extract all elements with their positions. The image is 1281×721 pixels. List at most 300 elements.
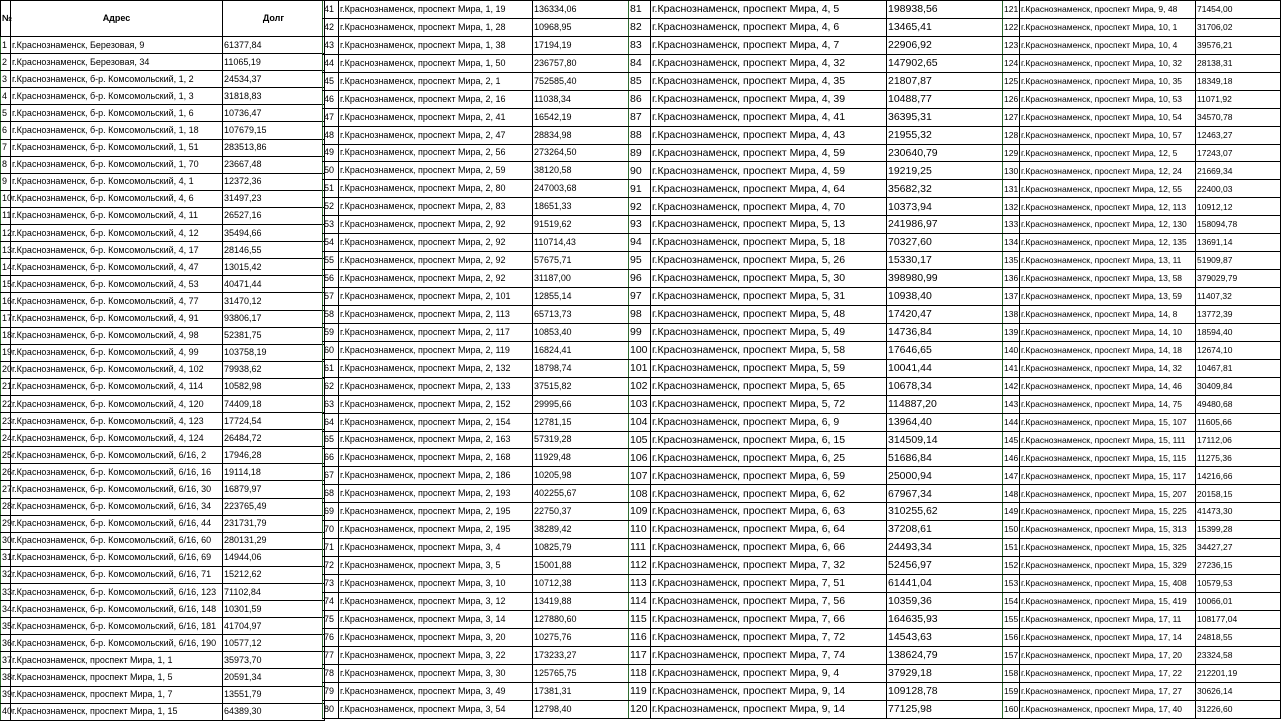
row-debt: 14944,06 — [223, 549, 325, 566]
row-debt: 12372,36 — [223, 173, 325, 190]
row-debt: 15399,28 — [1196, 521, 1281, 539]
table-row — [1003, 323, 1281, 341]
row-debt: 79938,62 — [223, 361, 325, 378]
table-row — [1, 566, 325, 583]
row-debt: 13465,41 — [887, 18, 1003, 36]
row-debt: 65713,73 — [533, 305, 629, 323]
row-address: г.Краснознаменск, б-р. Комсомольский, 1, 2 — [11, 71, 223, 88]
row-debt: 280131,29 — [223, 532, 325, 549]
table-row — [1, 293, 325, 310]
row-debt: 10373,94 — [887, 198, 1003, 216]
row-number: 80 — [323, 700, 339, 718]
row-debt: 10678,34 — [887, 377, 1003, 395]
row-number: 22 — [1, 395, 11, 412]
row-address: г.Краснознаменск, б-р. Комсомольский, 6/16, 190 — [11, 635, 223, 652]
row-number: 108 — [629, 485, 651, 503]
table-row — [323, 664, 629, 682]
row-address: г.Краснознаменск, проспект Мира, 1, 15 — [11, 703, 223, 720]
row-debt: 93806,17 — [223, 310, 325, 327]
table-row — [1, 703, 325, 720]
table-row — [629, 700, 1003, 718]
row-debt: 28146,55 — [223, 242, 325, 259]
table-row — [629, 180, 1003, 198]
table-row — [1, 105, 325, 122]
row-debt: 77125,98 — [887, 700, 1003, 718]
row-number: 136 — [1003, 270, 1020, 288]
row-number: 65 — [323, 431, 339, 449]
row-number: 135 — [1003, 252, 1020, 270]
row-debt: 18594,40 — [1196, 323, 1281, 341]
row-debt: 10968,95 — [533, 18, 629, 36]
row-debt: 10712,38 — [533, 575, 629, 593]
table-row — [629, 628, 1003, 646]
table-row — [1003, 162, 1281, 180]
row-debt: 91519,62 — [533, 216, 629, 234]
row-address: г.Краснознаменск, б-р. Комсомольский, 4, 114 — [11, 378, 223, 395]
row-debt: 11071,92 — [1196, 90, 1281, 108]
row-address: г.Краснознаменск, б-р. Комсомольский, 4, 91 — [11, 310, 223, 327]
row-address: г.Краснознаменск, проспект Мира, 14, 46 — [1020, 377, 1196, 395]
row-number: 144 — [1003, 413, 1020, 431]
table-row — [1003, 449, 1281, 467]
row-address: г.Краснознаменск, проспект Мира, 2, 92 — [339, 216, 533, 234]
row-debt: 19219,25 — [887, 162, 1003, 180]
row-address: г.Краснознаменск, проспект Мира, 6, 66 — [651, 539, 887, 557]
row-debt: 17112,06 — [1196, 431, 1281, 449]
row-address: г.Краснознаменск, проспект Мира, 2, 117 — [339, 323, 533, 341]
row-address: г.Краснознаменск, проспект Мира, 15, 225 — [1020, 503, 1196, 521]
row-number: 153 — [1003, 575, 1020, 593]
row-address: г.Краснознаменск, проспект Мира, 3, 54 — [339, 700, 533, 718]
table-row — [629, 252, 1003, 270]
row-address: г.Краснознаменск, проспект Мира, 7, 72 — [651, 628, 887, 646]
row-number: 158 — [1003, 664, 1020, 682]
row-address: г.Краснознаменск, проспект Мира, 14, 18 — [1020, 341, 1196, 359]
row-debt: 34570,78 — [1196, 108, 1281, 126]
row-address: г.Краснознаменск, проспект Мира, 13, 59 — [1020, 288, 1196, 306]
row-debt: 230640,79 — [887, 144, 1003, 162]
row-debt: 752585,40 — [533, 72, 629, 90]
row-debt: 273264,50 — [533, 144, 629, 162]
table-row — [1, 225, 325, 242]
table-row — [629, 575, 1003, 593]
table-row — [323, 682, 629, 700]
table-row — [323, 503, 629, 521]
row-number: 129 — [1003, 144, 1020, 162]
row-address: г.Краснознаменск, проспект Мира, 3, 10 — [339, 575, 533, 593]
row-number: 131 — [1003, 180, 1020, 198]
row-debt: 74409,18 — [223, 395, 325, 412]
row-debt: 10205,98 — [533, 467, 629, 485]
row-number: 81 — [629, 1, 651, 19]
row-debt: 10736,47 — [223, 105, 325, 122]
row-number: 1 — [1, 37, 11, 54]
row-number: 15 — [1, 276, 11, 293]
row-number: 76 — [323, 628, 339, 646]
table-row — [629, 198, 1003, 216]
row-address: г.Краснознаменск, проспект Мира, 5, 49 — [651, 323, 887, 341]
row-address: г.Краснознаменск, проспект Мира, 1, 7 — [11, 686, 223, 703]
row-address: г.Краснознаменск, проспект Мира, 10, 4 — [1020, 36, 1196, 54]
table-row — [323, 90, 629, 108]
row-debt: 10488,77 — [887, 90, 1003, 108]
row-address: г.Краснознаменск, проспект Мира, 17, 20 — [1020, 646, 1196, 664]
row-debt: 12798,40 — [533, 700, 629, 718]
row-address: г.Краснознаменск, б-р. Комсомольский, 6/16, 123 — [11, 584, 223, 601]
table-row — [1, 327, 325, 344]
table-row — [1, 139, 325, 156]
row-address: г.Краснознаменск, б-р. Комсомольский, 6/16, 69 — [11, 549, 223, 566]
row-address: г.Краснознаменск, проспект Мира, 5, 26 — [651, 252, 887, 270]
table-row — [323, 521, 629, 539]
row-number: 109 — [629, 503, 651, 521]
table-row — [1, 156, 325, 173]
row-number: 74 — [323, 592, 339, 610]
table-row — [629, 54, 1003, 72]
row-address: г.Краснознаменск, б-р. Комсомольский, 4, 102 — [11, 361, 223, 378]
row-address: г.Краснознаменск, проспект Мира, 14, 75 — [1020, 395, 1196, 413]
table-row — [1, 652, 325, 669]
row-debt: 35494,66 — [223, 225, 325, 242]
row-number: 157 — [1003, 646, 1020, 664]
row-address: г.Краснознаменск, проспект Мира, 17, 40 — [1020, 700, 1196, 718]
row-address: г.Краснознаменск, проспект Мира, 5, 59 — [651, 359, 887, 377]
table-row — [629, 1, 1003, 19]
row-number: 98 — [629, 305, 651, 323]
table-row — [629, 395, 1003, 413]
row-address: г.Краснознаменск, проспект Мира, 15, 107 — [1020, 413, 1196, 431]
table-row — [323, 126, 629, 144]
row-number: 73 — [323, 575, 339, 593]
row-number: 50 — [323, 162, 339, 180]
table-row — [1, 122, 325, 139]
row-address: г.Краснознаменск, б-р. Комсомольский, 4, 98 — [11, 327, 223, 344]
row-debt: 10938,40 — [887, 288, 1003, 306]
row-debt: 10912,12 — [1196, 198, 1281, 216]
row-debt: 30409,84 — [1196, 377, 1281, 395]
row-debt: 212201,19 — [1196, 664, 1281, 682]
row-number: 143 — [1003, 395, 1020, 413]
row-debt: 13419,88 — [533, 592, 629, 610]
table-row — [1, 378, 325, 395]
row-address: г.Краснознаменск, проспект Мира, 14, 10 — [1020, 323, 1196, 341]
row-debt: 283513,86 — [223, 139, 325, 156]
row-number: 117 — [629, 646, 651, 664]
row-address: г.Краснознаменск, проспект Мира, 12, 24 — [1020, 162, 1196, 180]
row-address: г.Краснознаменск, проспект Мира, 2, 119 — [339, 341, 533, 359]
table-row — [1, 207, 325, 224]
row-debt: 18349,18 — [1196, 72, 1281, 90]
row-address: г.Краснознаменск, проспект Мира, 3, 20 — [339, 628, 533, 646]
row-number: 89 — [629, 144, 651, 162]
row-debt: 35682,32 — [887, 180, 1003, 198]
table-row — [629, 36, 1003, 54]
row-address: г.Краснознаменск, проспект Мира, 3, 22 — [339, 646, 533, 664]
table-row — [323, 431, 629, 449]
row-debt: 26527,16 — [223, 207, 325, 224]
row-address: г.Краснознаменск, проспект Мира, 7, 51 — [651, 575, 887, 593]
row-debt: 11038,34 — [533, 90, 629, 108]
table-row — [1, 686, 325, 703]
header-address: Адрес — [11, 1, 223, 37]
row-debt: 17381,31 — [533, 682, 629, 700]
row-debt: 30626,14 — [1196, 682, 1281, 700]
row-debt: 67967,34 — [887, 485, 1003, 503]
table-row — [1003, 664, 1281, 682]
table-row — [1, 242, 325, 259]
row-number: 21 — [1, 378, 11, 395]
row-number: 124 — [1003, 54, 1020, 72]
row-number: 142 — [1003, 377, 1020, 395]
row-debt: 147902,65 — [887, 54, 1003, 72]
row-number: 149 — [1003, 503, 1020, 521]
row-address: г.Краснознаменск, проспект Мира, 7, 66 — [651, 610, 887, 628]
row-debt: 23667,48 — [223, 156, 325, 173]
row-debt: 22750,37 — [533, 503, 629, 521]
row-number: 160 — [1003, 700, 1020, 718]
table-row — [629, 646, 1003, 664]
row-number: 132 — [1003, 198, 1020, 216]
table-row — [1003, 467, 1281, 485]
row-number: 4 — [1, 88, 11, 105]
row-address: г.Краснознаменск, проспект Мира, 12, 55 — [1020, 180, 1196, 198]
table-row — [1003, 144, 1281, 162]
row-debt: 107679,15 — [223, 122, 325, 139]
table-row — [629, 592, 1003, 610]
row-number: 51 — [323, 180, 339, 198]
row-number: 97 — [629, 288, 651, 306]
row-address: г.Краснознаменск, проспект Мира, 17, 11 — [1020, 610, 1196, 628]
table-row — [1, 430, 325, 447]
table-row — [323, 323, 629, 341]
row-debt: 19114,18 — [223, 464, 325, 481]
row-debt: 22400,03 — [1196, 180, 1281, 198]
row-address: г.Краснознаменск, проспект Мира, 2, 186 — [339, 467, 533, 485]
row-debt: 247003,68 — [533, 180, 629, 198]
row-address: г.Краснознаменск, проспект Мира, 4, 64 — [651, 180, 887, 198]
row-address: г.Краснознаменск, проспект Мира, 10, 35 — [1020, 72, 1196, 90]
row-address: г.Краснознаменск, б-р. Комсомольский, 1, 18 — [11, 122, 223, 139]
row-address: г.Краснознаменск, проспект Мира, 5, 72 — [651, 395, 887, 413]
row-debt: 31706,02 — [1196, 18, 1281, 36]
row-debt: 10467,81 — [1196, 359, 1281, 377]
row-debt: 11065,19 — [223, 54, 325, 71]
row-address: г.Краснознаменск, проспект Мира, 2, 113 — [339, 305, 533, 323]
table-row — [629, 557, 1003, 575]
table-row — [629, 467, 1003, 485]
table-row — [1003, 216, 1281, 234]
table-row — [323, 144, 629, 162]
row-debt: 10582,98 — [223, 378, 325, 395]
row-number: 11 — [1, 207, 11, 224]
table-row — [1003, 108, 1281, 126]
row-debt: 11929,48 — [533, 449, 629, 467]
table-row — [1003, 270, 1281, 288]
row-debt: 22906,92 — [887, 36, 1003, 54]
row-address: г.Краснознаменск, проспект Мира, 15, 313 — [1020, 521, 1196, 539]
row-address: г.Краснознаменск, проспект Мира, 5, 58 — [651, 341, 887, 359]
row-debt: 136334,06 — [533, 1, 629, 19]
table-row — [1, 447, 325, 464]
row-address: г.Краснознаменск, проспект Мира, 2, 168 — [339, 449, 533, 467]
table-row — [1, 584, 325, 601]
row-number: 44 — [323, 54, 339, 72]
row-debt: 31187,00 — [533, 270, 629, 288]
row-number: 49 — [323, 144, 339, 162]
row-address: г.Краснознаменск, проспект Мира, 4, 43 — [651, 126, 887, 144]
row-address: г.Краснознаменск, проспект Мира, 2, 132 — [339, 359, 533, 377]
row-debt: 51686,84 — [887, 449, 1003, 467]
row-address: г.Краснознаменск, проспект Мира, 10, 32 — [1020, 54, 1196, 72]
table-row — [1003, 395, 1281, 413]
debt-table-block-1 — [0, 0, 325, 721]
header-number: № — [1, 1, 11, 37]
row-address: г.Краснознаменск, проспект Мира, 15, 408 — [1020, 575, 1196, 593]
row-address: г.Краснознаменск, проспект Мира, 1, 50 — [339, 54, 533, 72]
row-number: 159 — [1003, 682, 1020, 700]
row-address: г.Краснознаменск, проспект Мира, 2, 101 — [339, 288, 533, 306]
row-address: г.Краснознаменск, проспект Мира, 4, 7 — [651, 36, 887, 54]
table-row — [629, 664, 1003, 682]
row-address: г.Краснознаменск, проспект Мира, 7, 56 — [651, 592, 887, 610]
table-row — [629, 503, 1003, 521]
row-number: 36 — [1, 635, 11, 652]
row-address: г.Краснознаменск, б-р. Комсомольский, 4, 17 — [11, 242, 223, 259]
row-debt: 173233,27 — [533, 646, 629, 664]
row-number: 17 — [1, 310, 11, 327]
table-row — [629, 682, 1003, 700]
row-number: 148 — [1003, 485, 1020, 503]
row-address: г.Краснознаменск, проспект Мира, 15, 111 — [1020, 431, 1196, 449]
row-debt: 11407,32 — [1196, 288, 1281, 306]
table-row — [629, 323, 1003, 341]
row-address: г.Краснознаменск, проспект Мира, 3, 49 — [339, 682, 533, 700]
table-row — [1003, 90, 1281, 108]
table-row — [1, 395, 325, 412]
row-debt: 37208,61 — [887, 521, 1003, 539]
row-address: г.Краснознаменск, проспект Мира, 2, 193 — [339, 485, 533, 503]
row-debt: 64389,30 — [223, 703, 325, 720]
row-address: г.Краснознаменск, проспект Мира, 3, 30 — [339, 664, 533, 682]
row-debt: 17946,28 — [223, 447, 325, 464]
table-row — [1003, 377, 1281, 395]
row-number: 37 — [1, 652, 11, 669]
row-number: 85 — [629, 72, 651, 90]
table-row — [629, 288, 1003, 306]
row-debt: 25000,94 — [887, 467, 1003, 485]
row-debt: 16879,97 — [223, 481, 325, 498]
row-address: г.Краснознаменск, проспект Мира, 14, 8 — [1020, 305, 1196, 323]
row-address: г.Краснознаменск, проспект Мира, 12, 130 — [1020, 216, 1196, 234]
row-number: 18 — [1, 327, 11, 344]
row-address: г.Краснознаменск, б-р. Комсомольский, 4, 47 — [11, 259, 223, 276]
row-number: 63 — [323, 395, 339, 413]
table-row — [323, 539, 629, 557]
table-row — [1, 413, 325, 430]
row-address: г.Краснознаменск, проспект Мира, 3, 14 — [339, 610, 533, 628]
row-debt: 17243,07 — [1196, 144, 1281, 162]
row-debt: 39576,21 — [1196, 36, 1281, 54]
row-debt: 20158,15 — [1196, 485, 1281, 503]
table-row — [629, 216, 1003, 234]
table-row — [1, 276, 325, 293]
row-number: 91 — [629, 180, 651, 198]
row-number: 25 — [1, 447, 11, 464]
row-number: 7 — [1, 139, 11, 156]
table-row — [1, 464, 325, 481]
row-address: г.Краснознаменск, проспект Мира, 2, 59 — [339, 162, 533, 180]
table-row — [323, 575, 629, 593]
row-debt: 198938,56 — [887, 1, 1003, 19]
row-number: 68 — [323, 485, 339, 503]
table-row — [629, 72, 1003, 90]
row-number: 120 — [629, 700, 651, 718]
row-address: г.Краснознаменск, б-р. Комсомольский, 1, 51 — [11, 139, 223, 156]
row-debt: 57675,71 — [533, 252, 629, 270]
row-address: г.Краснознаменск, проспект Мира, 2, 41 — [339, 108, 533, 126]
row-address: г.Краснознаменск, б-р. Комсомольский, 4, 11 — [11, 207, 223, 224]
row-address: г.Краснознаменск, проспект Мира, 2, 152 — [339, 395, 533, 413]
row-address: г.Краснознаменск, проспект Мира, 2, 92 — [339, 234, 533, 252]
debt-table-block-3 — [628, 0, 1003, 719]
row-number: 114 — [629, 592, 651, 610]
row-address: г.Краснознаменск, проспект Мира, 15, 115 — [1020, 449, 1196, 467]
row-number: 47 — [323, 108, 339, 126]
row-debt: 34427,27 — [1196, 539, 1281, 557]
row-address: г.Краснознаменск, б-р. Комсомольский, 4, 53 — [11, 276, 223, 293]
row-address: г.Краснознаменск, проспект Мира, 10, 1 — [1020, 18, 1196, 36]
row-address: г.Краснознаменск, проспект Мира, 6, 62 — [651, 485, 887, 503]
table-row — [1003, 539, 1281, 557]
row-debt: 37929,18 — [887, 664, 1003, 682]
row-debt: 18798,74 — [533, 359, 629, 377]
row-debt: 29995,66 — [533, 395, 629, 413]
row-number: 93 — [629, 216, 651, 234]
row-number: 20 — [1, 361, 11, 378]
row-debt: 71102,84 — [223, 584, 325, 601]
row-number: 8 — [1, 156, 11, 173]
row-debt: 49480,68 — [1196, 395, 1281, 413]
row-number: 92 — [629, 198, 651, 216]
row-debt: 127880,60 — [533, 610, 629, 628]
row-debt: 236757,80 — [533, 54, 629, 72]
row-address: г.Краснознаменск, проспект Мира, 5, 30 — [651, 270, 887, 288]
row-address: г.Краснознаменск, проспект Мира, 3, 5 — [339, 557, 533, 575]
table-row — [1, 71, 325, 88]
table-row — [1003, 592, 1281, 610]
row-number: 60 — [323, 341, 339, 359]
row-debt: 38289,42 — [533, 521, 629, 539]
row-number: 121 — [1003, 1, 1020, 19]
row-number: 23 — [1, 413, 11, 430]
row-number: 12 — [1, 225, 11, 242]
row-number: 29 — [1, 515, 11, 532]
row-debt: 35973,70 — [223, 652, 325, 669]
row-number: 40 — [1, 703, 11, 720]
row-debt: 114887,20 — [887, 395, 1003, 413]
row-debt: 52456,97 — [887, 557, 1003, 575]
row-debt: 10066,01 — [1196, 592, 1281, 610]
row-debt: 402255,67 — [533, 485, 629, 503]
table-row — [629, 270, 1003, 288]
row-address: г.Краснознаменск, проспект Мира, 2, 16 — [339, 90, 533, 108]
row-number: 113 — [629, 575, 651, 593]
row-debt: 11605,66 — [1196, 413, 1281, 431]
row-debt: 26484,72 — [223, 430, 325, 447]
row-debt: 10577,12 — [223, 635, 325, 652]
row-debt: 16542,19 — [533, 108, 629, 126]
row-address: г.Краснознаменск, проспект Мира, 12, 5 — [1020, 144, 1196, 162]
